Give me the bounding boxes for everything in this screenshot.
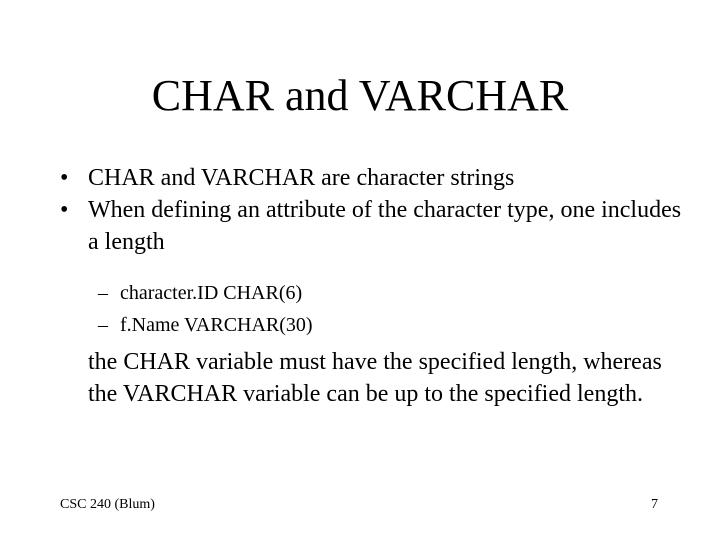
- sub-bullet-marker: –: [98, 282, 108, 304]
- sub-bullet-item: [98, 277, 313, 309]
- bullet-marker: •: [60, 197, 69, 223]
- sub-bullet-item: [98, 309, 313, 341]
- page-number: 7: [651, 497, 658, 512]
- bullet-text: When defining an attribute of the character type, one includes a length: [88, 197, 682, 255]
- sub-bullet-text: character.ID CHAR(6): [120, 282, 303, 304]
- bullet-marker: •: [60, 165, 69, 191]
- sub-bullet-list: [98, 277, 313, 341]
- sub-bullet-text: f.Name VARCHAR(30): [120, 314, 313, 336]
- bullet-list: [60, 162, 690, 258]
- bullet-item: [60, 194, 690, 258]
- footer-course-label: CSC 240 (Blum): [60, 497, 155, 512]
- bullet-item: [60, 162, 690, 194]
- bullet-text: CHAR and VARCHAR are character strings: [88, 165, 515, 191]
- sub-bullet-marker: –: [98, 314, 108, 336]
- slide-title: CHAR and VARCHAR: [151, 71, 569, 120]
- note-paragraph: the CHAR variable must have the specified length, whereas the VARCHAR variable can be up to the specified length.: [88, 349, 662, 407]
